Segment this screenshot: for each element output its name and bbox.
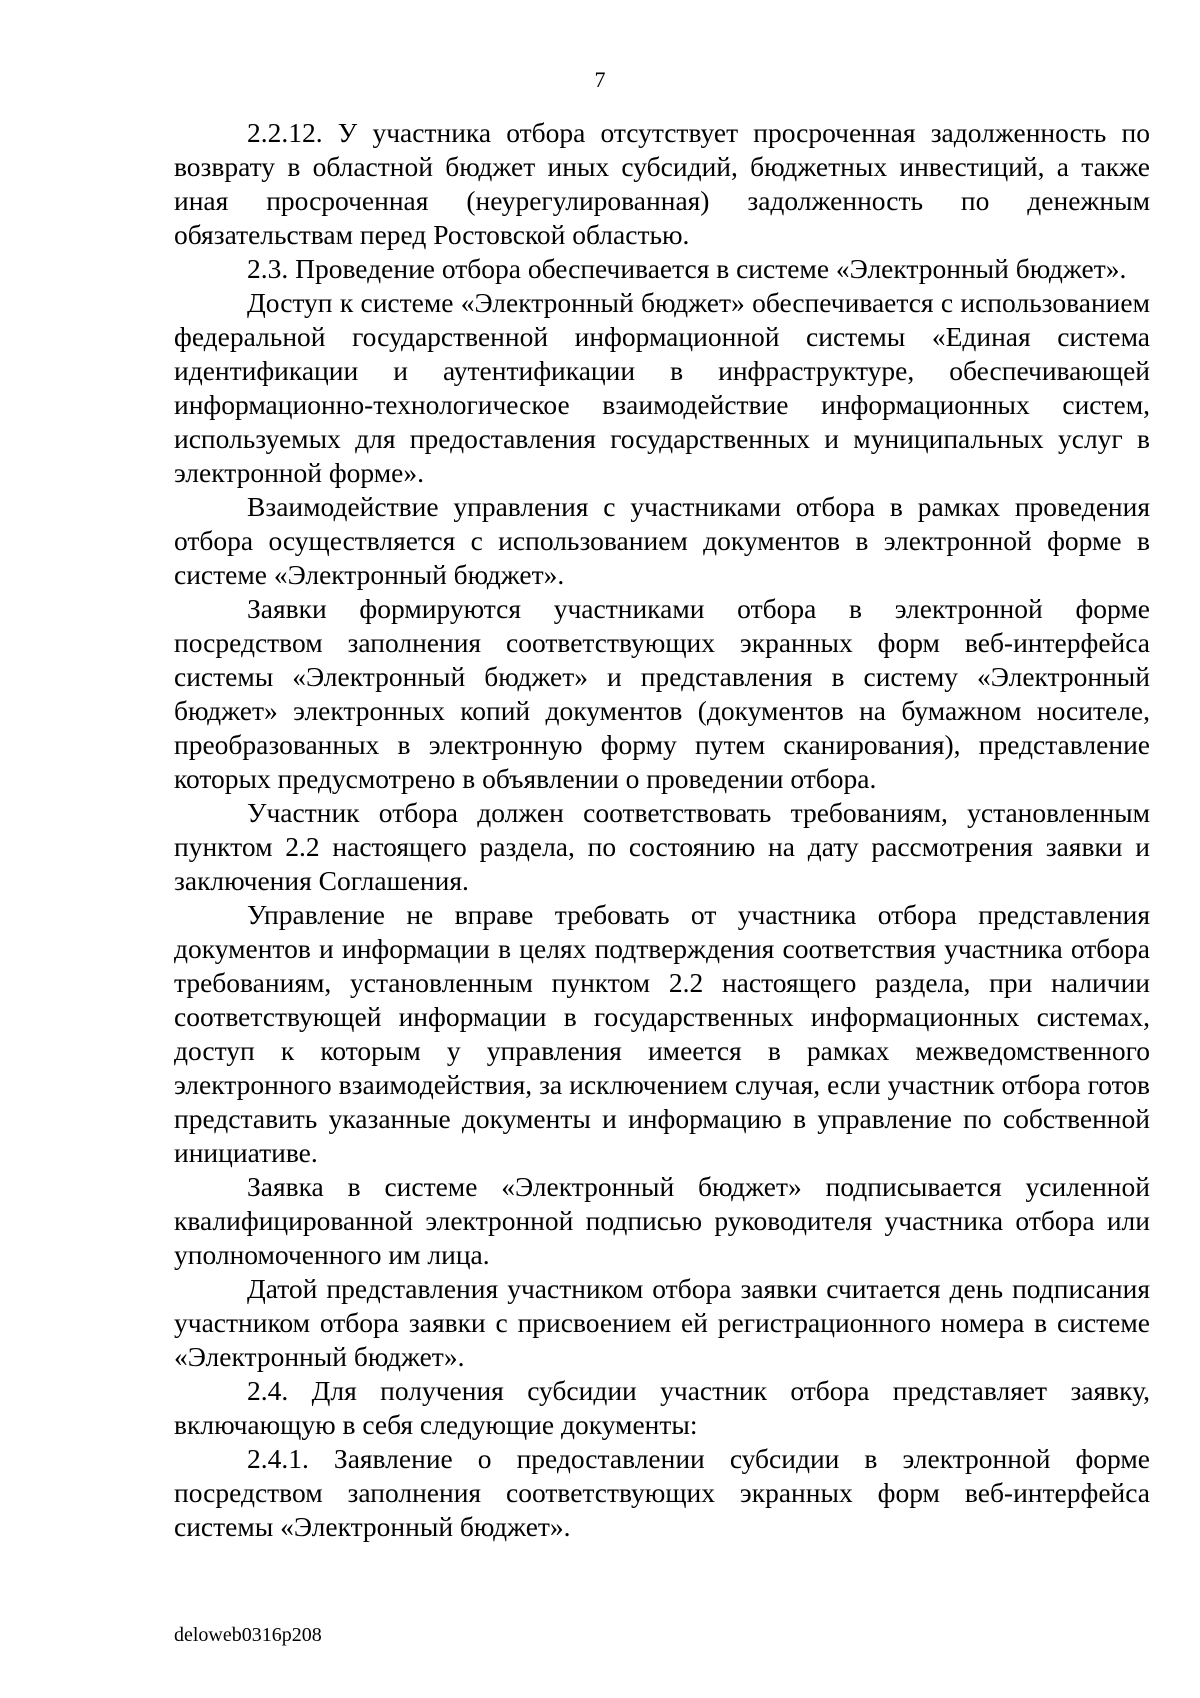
paragraph-2-2-12: 2.2.12. У участника отбора отсутствует просроченная задолженность по возврату в областной бюджет иных субсидий, бюджетных инвестиций, а также иная просроченная (неурегулированная) задолженность по денежным обязательствам перед Ростовской областью. [174,117,1150,250]
paragraph-2-4-1: 2.4.1. Заявление о предоставлении субсидии в электронной форме посредством заполнения соответствующих экранных форм веб-интерфейса системы «Электронный бюджет». [174,1443,1150,1542]
page-number: 7 [594,67,606,92]
paragraph-applications: Заявки формируются участниками отбора в электронной форме посредством заполнения соответствующих экранных форм веб-интерфейса системы «Электронный бюджет» и представления в систему «Электронный бюджет» электронных копий документов (документов на бумажном носителе, преобразованных в электронную форму путем сканирования), представление которых предусмотрено в объявлении о проведении отбора. [174,593,1150,794]
paragraph-interaction: Взаимодействие управления с участниками отбора в рамках проведения отбора осуществляется с использованием документов в электронной форме в системе «Электронный бюджет». [174,491,1150,590]
paragraph-signature: Заявка в системе «Электронный бюджет» подписывается усиленной квалифицированной электронной подписью руководителя участника отбора или уполномоченного им лица. [174,1171,1150,1270]
paragraph-2-4: 2.4. Для получения субсидии участник отбора представляет заявку, включающую в себя следующие документы: [174,1375,1150,1440]
paragraph-2-3: 2.3. Проведение отбора обеспечивается в системе «Электронный бюджет». [247,253,1127,284]
paragraph-management-restrictions: Управление не вправе требовать от участника отбора представления документов и информации в целях подтверждения соответствия участника отбора требованиям, установленным пунктом 2.2 настоящего раздела, при наличии соответствующей информации в государственных информационных системах, доступ к которым у управления имеется в рамках межведомственного электронного взаимодействия, за исключением случая, если участник отбора готов представить указанные документы и информацию в управление по собственной инициативе. [174,899,1150,1168]
document-body [174,116,1150,1544]
footer-document-code: deloweb0316p208 [174,1624,322,1646]
paragraph-participant-requirements: Участник отбора должен соответствовать требованиям, установленным пунктом 2.2 настоящего раздела, по состоянию на дату рассмотрения заявки и заключения Соглашения. [174,797,1150,896]
paragraph-submission-date: Датой представления участником отбора заявки считается день подписания участником отбора заявки с присвоением ей регистрационного номера в системе «Электронный бюджет». [174,1273,1150,1372]
paragraph-access: Доступ к системе «Электронный бюджет» обеспечивается с использованием федеральной государственной информационной системы «Единая система идентификации и аутентификации в инфраструктуре, обеспечивающей информационно-технологическое взаимодействие информационных систем, используемых для предоставления государственных и муниципальных услуг в электронной форме». [174,287,1150,488]
